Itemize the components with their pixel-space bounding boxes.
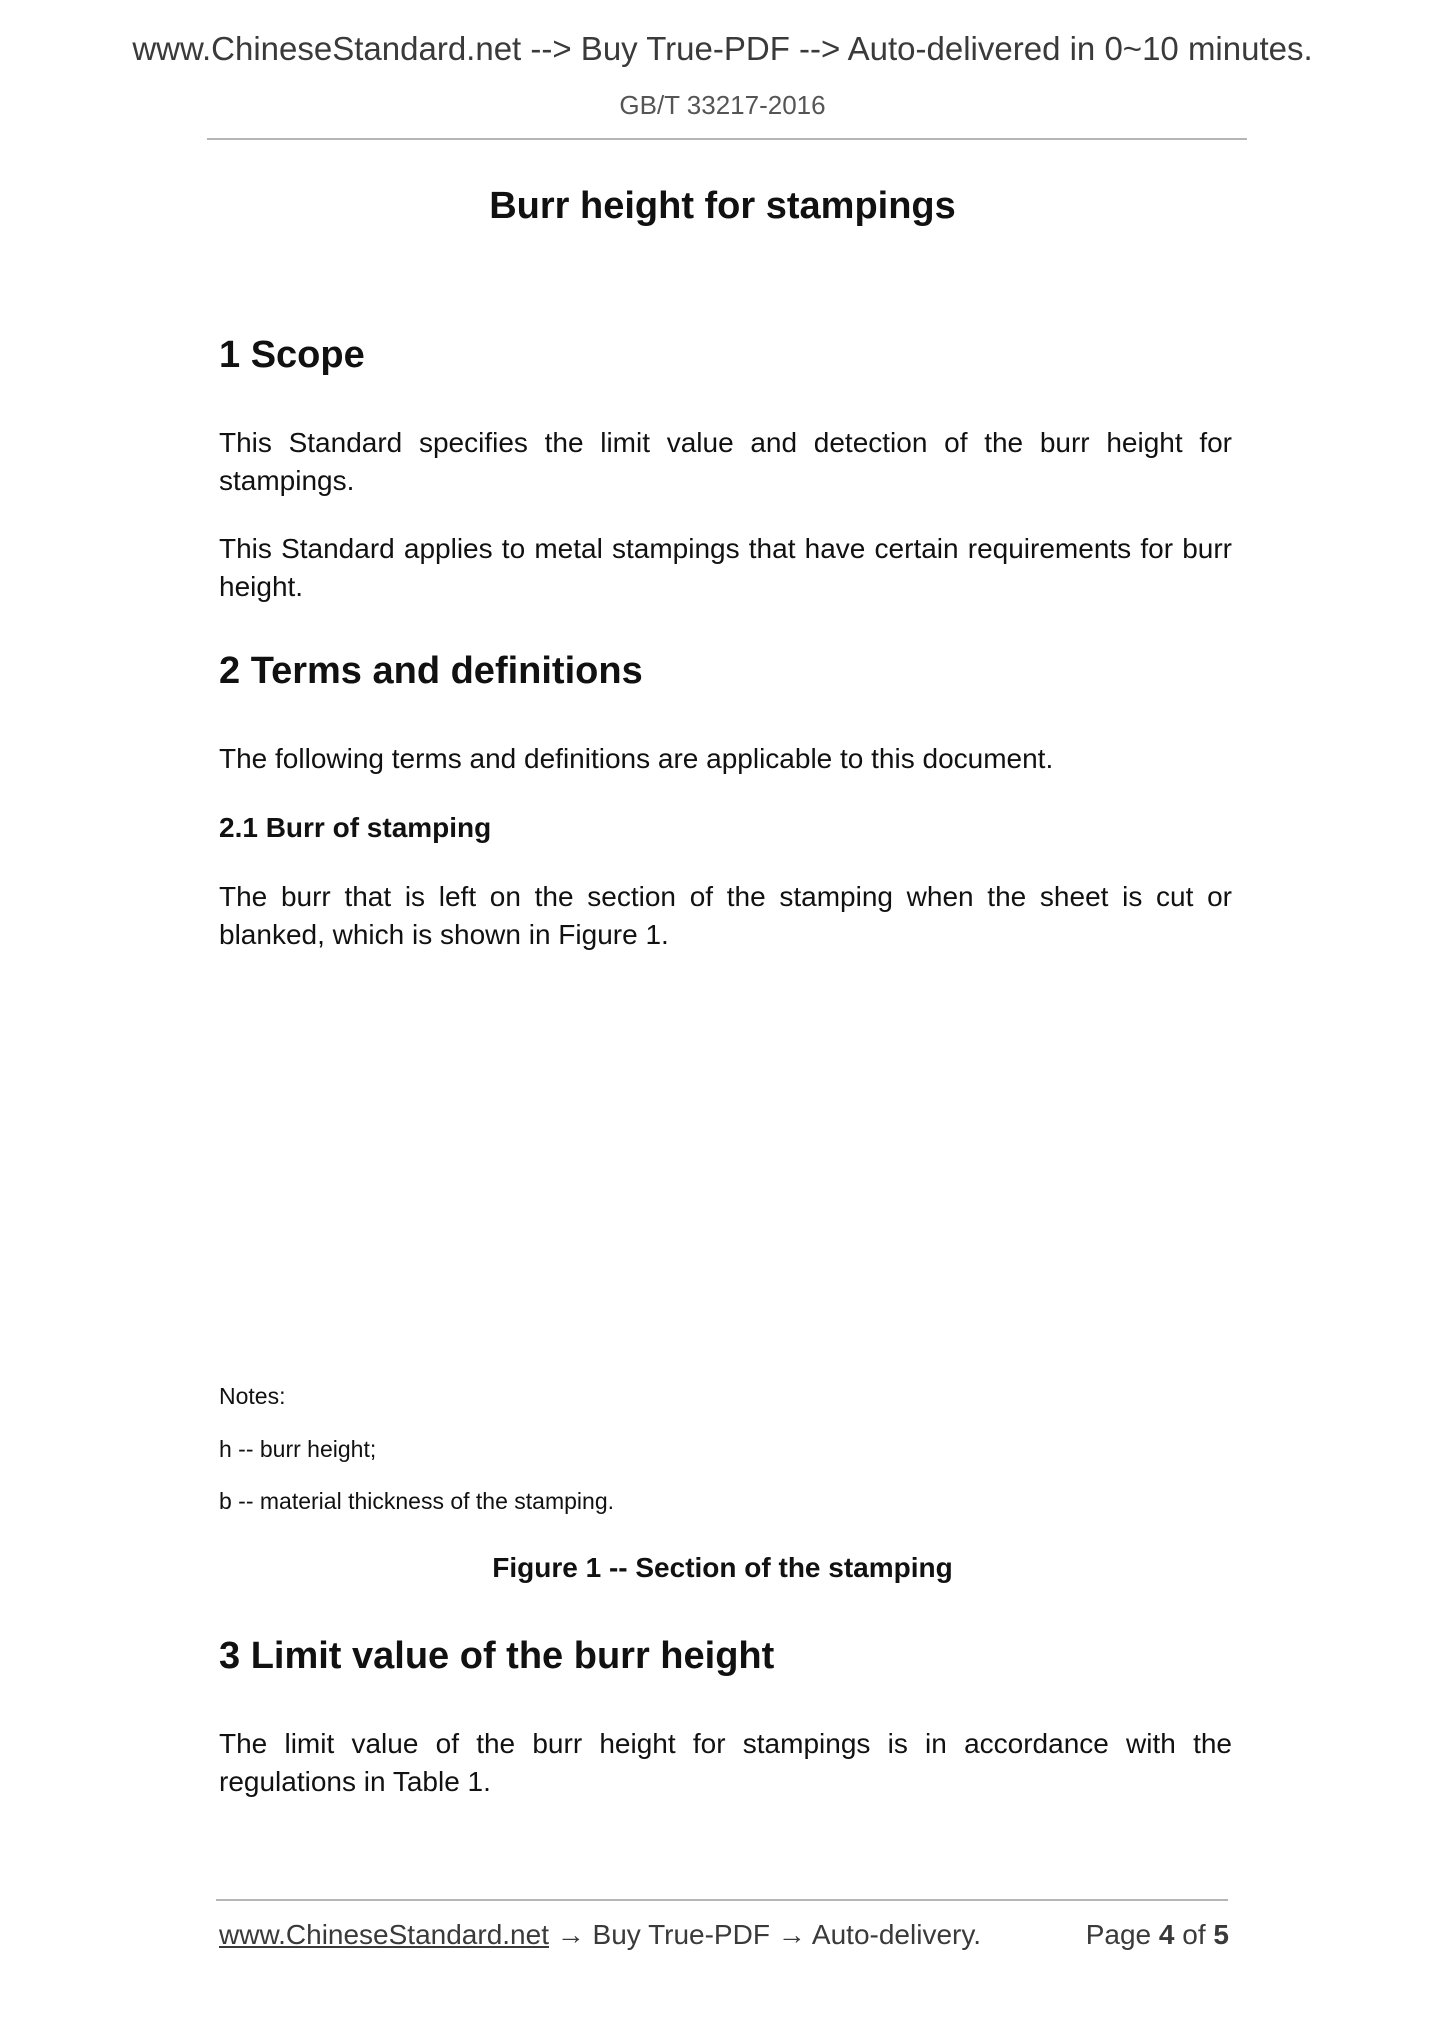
section-heading-limit: 3 Limit value of the burr height — [219, 1635, 775, 1677]
note-h: h -- burr height; — [219, 1436, 377, 1462]
page-of: of — [1182, 1919, 1206, 1950]
footer-left — [219, 1919, 981, 1951]
header-banner: www.ChineseStandard.net --> Buy True-PDF --> Auto-delivered in 0~10 minutes. — [132, 30, 1313, 67]
header-divider — [207, 138, 1247, 140]
document-title: Burr height for stampings — [489, 185, 956, 227]
page-label: Page — [1085, 1919, 1152, 1950]
burr-definition: The burr that is left on the section of the stamping when the sheet is cut or blanked, which is shown in Figure 1. — [219, 881, 1232, 950]
scope-paragraph-1: This Standard specifies the limit value and detection of the burr height for stampings. — [219, 427, 1232, 496]
page-total: 5 — [1213, 1919, 1229, 1950]
figure-1-area — [219, 975, 1232, 1375]
note-b: b -- material thickness of the stamping. — [219, 1488, 614, 1514]
page-current: 4 — [1158, 1919, 1175, 1950]
section-heading-terms: 2 Terms and definitions — [219, 650, 643, 692]
notes-label: Notes: — [219, 1383, 286, 1409]
footer-divider — [216, 1899, 1228, 1901]
standard-number: GB/T 33217-2016 — [619, 90, 826, 120]
section-heading-scope: 1 Scope — [219, 334, 365, 376]
figure-caption: Figure 1 -- Section of the stamping — [492, 1552, 953, 1583]
footer-site-link[interactable]: www.ChineseStandard.net — [219, 1919, 549, 1950]
terms-intro: The following terms and definitions are applicable to this document. — [219, 743, 1054, 774]
footer-tail-text: → Buy True-PDF → Auto-delivery. — [548, 1919, 982, 1950]
subsection-heading-burr: 2.1 Burr of stamping — [219, 812, 492, 843]
scope-paragraph-2: This Standard applies to metal stampings that have certain requirements for burr height. — [219, 533, 1232, 602]
page-indicator — [1086, 1919, 1229, 1951]
limit-paragraph: The limit value of the burr height for stampings is in accordance with the regulations in Table 1. — [219, 1728, 1232, 1797]
